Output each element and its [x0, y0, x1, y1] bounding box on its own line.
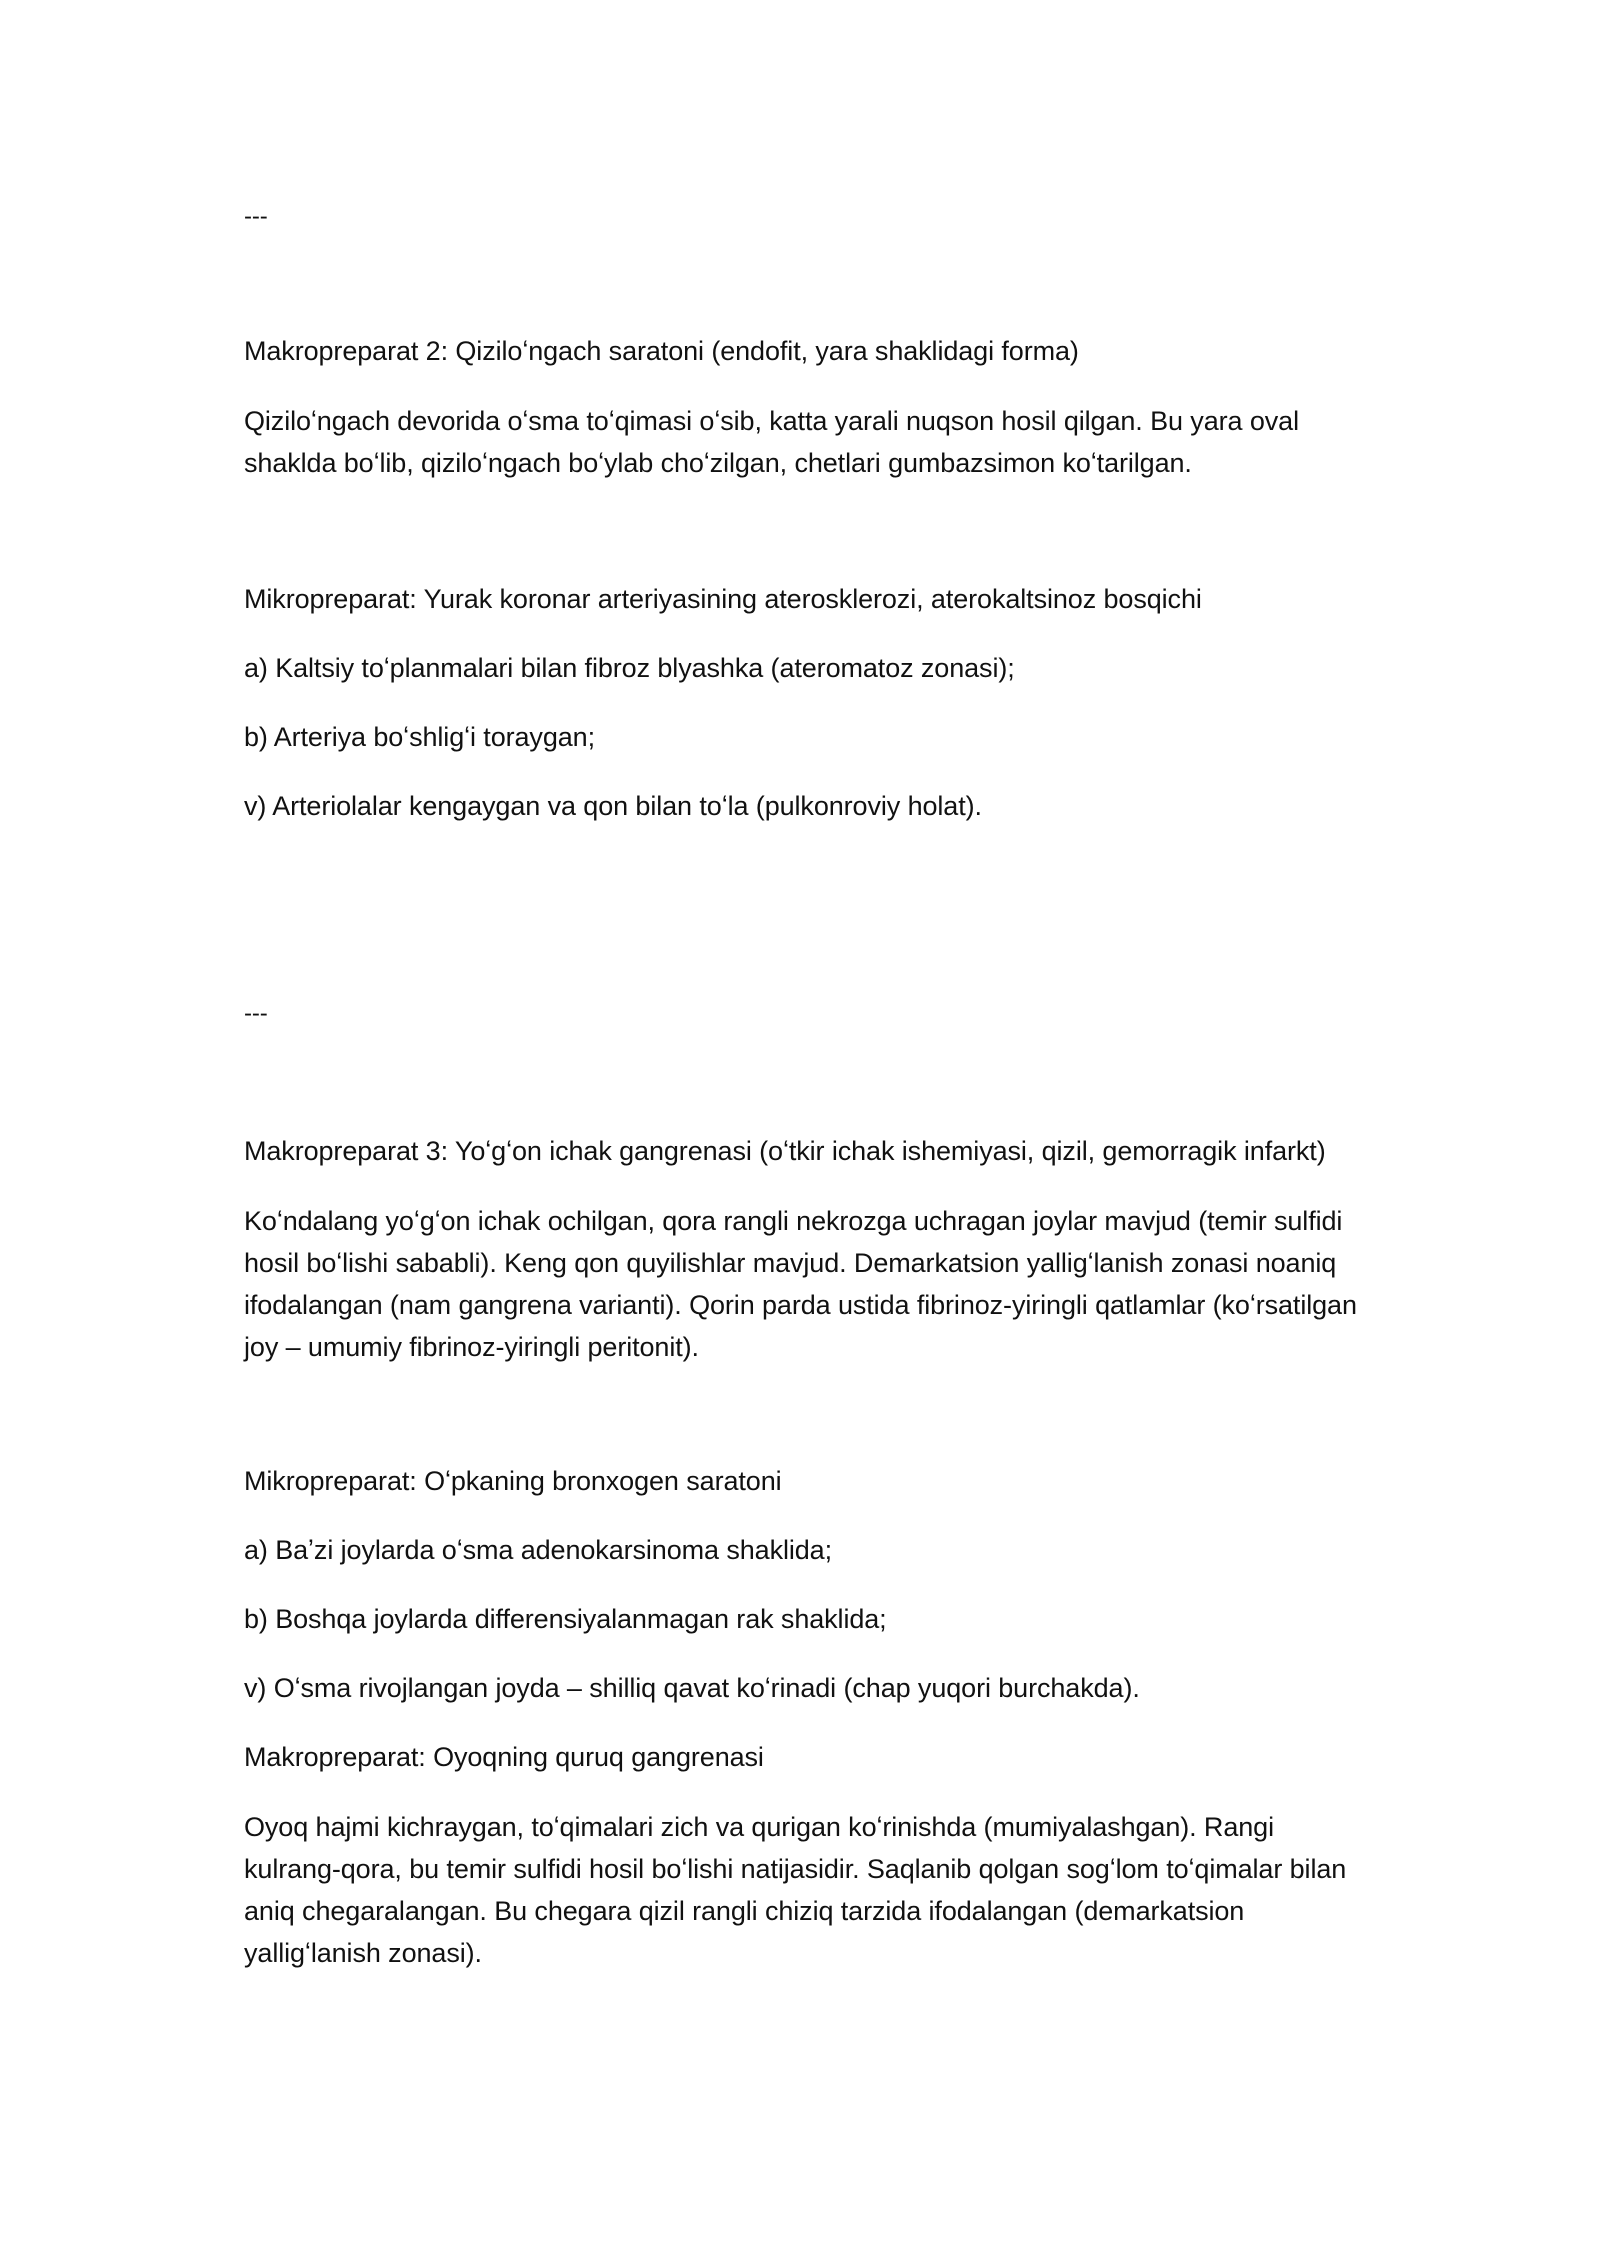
- list-item: v) Oʻsma rivojlangan joyda – shilliq qavat koʻrinadi (chap yuqori burchakda).: [244, 1673, 1140, 1703]
- section-paragraph: Qiziloʻngach devorida oʻsma toʻqimasi oʻsib, katta yarali nuqson hosil qilgan. Bu yara oval shaklda boʻlib, qiziloʻngach boʻylab choʻzilgan, chetlari gumbazsimon koʻtarilgan.: [244, 406, 1299, 478]
- section-heading: Makropreparat: Oyoqning quruq gangrenasi: [244, 1742, 764, 1772]
- list-item: a) Baʼzi joylarda oʻsma adenokarsinoma shaklida;: [244, 1535, 833, 1565]
- list-item: b) Arteriya boʻshligʻi toraygan;: [244, 722, 595, 752]
- section-heading: Mikropreparat: Oʻpkaning bronxogen saratoni: [244, 1466, 782, 1496]
- list-item: b) Boshqa joylarda differensiyalanmagan rak shaklida;: [244, 1604, 887, 1634]
- section-heading: Mikropreparat: Yurak koronar arteriyasining aterosklerozi, aterokaltsinoz bosqichi: [244, 584, 1202, 614]
- section-paragraph: Oyoq hajmi kichraygan, toʻqimalari zich va qurigan koʻrinishda (mumiyalashgan). Rangi kulrang-qora, bu temir sulfidi hosil boʻlishi natijasidir. Saqlanib qolgan sogʻlom toʻqimalar bilan aniq chegaralangan. Bu chegara qizil rangli chiziq tarzida ifodalangan (demarkatsion yalligʻlanish zonasi).: [244, 1812, 1347, 1968]
- list-item: v) Arteriolalar kengaygan va qon bilan toʻla (pulkonroviy holat).: [244, 791, 982, 821]
- separator-line: ---: [244, 203, 268, 230]
- section-heading: Makropreparat 3: Yoʻgʻon ichak gangrenasi (oʻtkir ichak ishemiyasi, qizil, gemorragik infarkt): [244, 1136, 1326, 1166]
- list-item: a) Kaltsiy toʻplanmalari bilan fibroz blyashka (ateromatoz zonasi);: [244, 653, 1015, 683]
- section-heading: Makropreparat 2: Qiziloʻngach saratoni (endofit, yara shaklidagi forma): [244, 336, 1079, 366]
- separator-line: ---: [244, 1000, 268, 1027]
- section-paragraph: Koʻndalang yoʻgʻon ichak ochilgan, qora rangli nekrozga uchragan joylar mavjud (temir sulfidi hosil boʻlishi sababli). Keng qon quyilishlar mavjud. Demarkatsion yalligʻlanish zonasi noaniq ifodalangan (nam gangrena varianti). Qorin parda ustida fibrinoz-yiringli qatlamlar (koʻrsatilgan joy – umumiy fibrinoz-yiringli peritonit).: [244, 1206, 1357, 1362]
